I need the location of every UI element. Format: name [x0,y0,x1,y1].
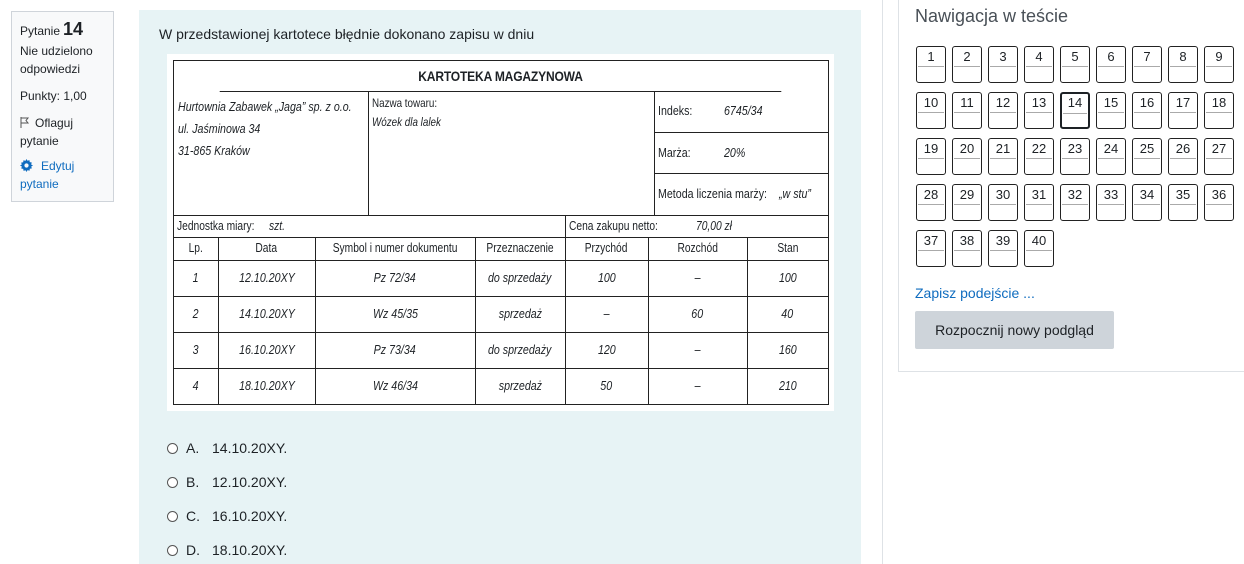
nav-button-label: 9 [1206,47,1232,67]
nav-button-label: 4 [1026,47,1052,67]
cell-income: – [603,306,610,321]
nav-button-37[interactable] [916,230,946,267]
cell-purpose: do sprzedaży [488,270,552,285]
unit-value: szt. [269,219,285,233]
question-number-value: 14 [63,19,84,39]
nav-button-label: 23 [1062,139,1088,159]
cell-stock: 210 [778,378,797,393]
content-divider [882,0,883,564]
nav-button-38[interactable] [952,230,982,267]
nav-button-27[interactable] [1204,138,1234,175]
nav-button-40[interactable] [1024,230,1054,267]
gear-icon [20,159,33,172]
cell-outcome: – [694,378,701,393]
cell-lp: 3 [193,342,199,357]
cell-document: Pz 72/34 [373,270,417,285]
answer-option-b[interactable] [167,474,287,490]
answer-text: 14.10.20XY. [212,440,288,456]
nav-button-35[interactable] [1168,184,1198,221]
col-header-stock: Stan [776,241,799,255]
nav-button-13[interactable] [1024,92,1054,129]
nav-button-32[interactable] [1060,184,1090,221]
price-value: 70,00 zł [696,219,732,233]
answer-letter: A. [186,440,200,456]
nav-button-label: 18 [1206,93,1232,113]
question-number-label: Pytanie [20,24,61,38]
nav-button-label: 28 [918,185,944,205]
question-state: Nie udzielono odpowiedzi [20,44,93,76]
nav-button-label: 11 [954,93,980,113]
nav-button-label: 10 [918,93,944,113]
nav-button-20[interactable] [952,138,982,175]
nav-button-label: 12 [990,93,1016,113]
nav-button-label: 29 [954,185,980,205]
inventory-card [173,60,829,405]
cell-lp: 2 [193,306,199,321]
quiz-navigation-block [898,0,1244,372]
nav-button-label: 13 [1026,93,1052,113]
answer-text: 12.10.20XY. [212,474,288,490]
cell-document: Pz 73/34 [373,342,417,357]
unit-label: Jednostka miary: [177,219,255,233]
answer-text: 18.10.20XY. [212,542,288,558]
cell-stock: 160 [778,342,797,357]
nav-button-label: 1 [918,47,944,67]
nav-button-label: 38 [954,231,980,251]
cell-date: 18.10.20XY [238,378,295,393]
nav-button-label: 40 [1026,231,1052,251]
nav-button-36[interactable] [1204,184,1234,221]
nav-button-label: 19 [918,139,944,159]
nav-button-label: 17 [1170,93,1196,113]
index-label: Indeks: [658,103,693,118]
nav-button-label: 21 [990,139,1016,159]
method-label: Metoda liczenia marży: [658,186,768,201]
cell-stock: 100 [778,270,797,285]
company-city: 31-865 Kraków [178,143,250,158]
answer-letter: B. [186,474,200,490]
cell-purpose: sprzedaż [498,378,542,393]
radio-button-b[interactable] [167,477,178,488]
question-text: W przedstawionej kartotece błędnie dokonano zapisu w dniu [159,26,535,42]
margin-label: Marża: [658,145,691,160]
inventory-card-image [167,54,834,411]
nav-button-label: 37 [918,231,944,251]
cell-date: 12.10.20XY [238,270,295,285]
nav-button-17[interactable] [1168,92,1198,129]
product-label: Nazwa towaru: [372,96,438,110]
nav-button-label: 34 [1134,185,1160,205]
nav-button-label: 33 [1098,185,1124,205]
nav-button-21[interactable] [988,138,1018,175]
company-name: Hurtownia Zabawek „Jaga” sp. z o.o. [178,99,352,114]
nav-button-33[interactable] [1096,184,1126,221]
card-title: KARTOTEKA MAGAZYNOWA [220,61,782,92]
nav-button-label: 7 [1134,47,1160,67]
nav-button-label: 14 [1063,94,1087,114]
nav-button-2[interactable] [952,46,982,83]
cell-outcome: – [694,270,701,285]
answer-option-a[interactable] [167,440,287,456]
nav-button-label: 24 [1098,139,1124,159]
cell-income: 100 [597,270,616,285]
nav-button-19[interactable] [916,138,946,175]
cell-document: Wz 45/35 [372,306,418,321]
nav-button-label: 8 [1170,47,1196,67]
cell-lp: 1 [193,270,199,285]
flag-question-link[interactable] [20,114,105,150]
cell-income: 120 [597,342,616,357]
nav-button-label: 2 [954,47,980,67]
nav-button-label: 15 [1098,93,1124,113]
radio-button-d[interactable] [167,545,178,556]
nav-button-label: 25 [1134,139,1160,159]
cell-date: 16.10.20XY [238,342,295,357]
nav-button-24[interactable] [1096,138,1126,175]
cell-purpose: sprzedaż [498,306,542,321]
nav-button-label: 32 [1062,185,1088,205]
nav-button-14[interactable] [1060,92,1090,129]
nav-button-34[interactable] [1132,184,1162,221]
nav-button-label: 27 [1206,139,1232,159]
nav-button-22[interactable] [1024,138,1054,175]
answer-letter: C. [186,508,200,524]
cell-outcome: – [694,342,701,357]
nav-button-18[interactable] [1204,92,1234,129]
col-header-document: Symbol i numer dokumentu [332,241,458,255]
answer-option-c[interactable] [167,508,287,524]
col-header-date: Data [255,241,278,255]
margin-value: 20% [724,145,746,160]
nav-button-29[interactable] [952,184,982,221]
nav-button-15[interactable] [1096,92,1126,129]
question-grade: Punkty: 1,00 [20,89,87,103]
edit-question-label: Edytuj pytanie [20,159,75,191]
index-value: 6745/34 [724,103,763,118]
cell-stock: 40 [781,306,794,321]
nav-button-label: 35 [1170,185,1196,205]
product-value: Wózek dla lalek [372,115,441,129]
nav-button-label: 39 [990,231,1016,251]
nav-button-31[interactable] [1024,184,1054,221]
radio-button-a[interactable] [167,443,178,454]
cell-date: 14.10.20XY [238,306,295,321]
price-label: Cena zakupu netto: [569,219,658,233]
method-value: „w stu” [779,186,811,201]
nav-button-label: 22 [1026,139,1052,159]
question-info-panel [11,11,114,202]
col-header-outcome: Rozchód [677,241,718,255]
company-street: ul. Jaśminowa 34 [178,121,261,136]
finish-attempt-link[interactable]: Zapisz podejście ... [915,285,1035,301]
nav-button-1[interactable] [916,46,946,83]
nav-button-30[interactable] [988,184,1018,221]
nav-button-3[interactable] [988,46,1018,83]
flag-icon [20,117,30,128]
cell-lp: 4 [193,378,199,393]
nav-button-9[interactable] [1204,46,1234,83]
nav-button-label: 31 [1026,185,1052,205]
cell-income: 50 [600,378,613,393]
nav-button-label: 5 [1062,47,1088,67]
nav-button-6[interactable] [1096,46,1126,83]
nav-button-label: 3 [990,47,1016,67]
nav-button-7[interactable] [1132,46,1162,83]
nav-button-label: 20 [954,139,980,159]
nav-button-39[interactable] [988,230,1018,267]
navigation-title: Nawigacja w teście [915,6,1069,26]
question-content [139,10,861,564]
nav-button-16[interactable] [1132,92,1162,129]
table-row [174,306,218,321]
answer-text: 16.10.20XY. [212,508,288,524]
answer-option-d[interactable] [167,542,287,558]
answer-letter: D. [186,542,200,558]
col-header-income: Przychód [585,241,628,255]
nav-button-label: 36 [1206,185,1232,205]
table-row [174,378,218,393]
nav-button-23[interactable] [1060,138,1090,175]
nav-button-26[interactable] [1168,138,1198,175]
col-header-lp: Lp. [188,241,204,255]
nav-button-label: 16 [1134,93,1160,113]
cell-purpose: do sprzedaży [488,342,552,357]
table-row [174,270,218,285]
col-header-purpose: Przeznaczenie [486,241,554,255]
nav-button-label: 30 [990,185,1016,205]
nav-button-12[interactable] [988,92,1018,129]
nav-button-25[interactable] [1132,138,1162,175]
nav-button-10[interactable] [916,92,946,129]
flag-question-label: Oflaguj pytanie [20,116,74,148]
nav-button-label: 26 [1170,139,1196,159]
nav-button-label: 6 [1098,47,1124,67]
radio-button-c[interactable] [167,511,178,522]
nav-button-28[interactable] [916,184,946,221]
nav-button-11[interactable] [952,92,982,129]
edit-question-link[interactable] [20,157,105,193]
table-row [174,342,218,357]
cell-document: Wz 46/34 [372,378,418,393]
nav-button-8[interactable] [1168,46,1198,83]
cell-outcome: 60 [691,306,704,321]
nav-button-4[interactable] [1024,46,1054,83]
question-number [20,20,105,40]
nav-button-5[interactable] [1060,46,1090,83]
start-new-preview-button[interactable]: Rozpocznij nowy podgląd [915,311,1114,349]
